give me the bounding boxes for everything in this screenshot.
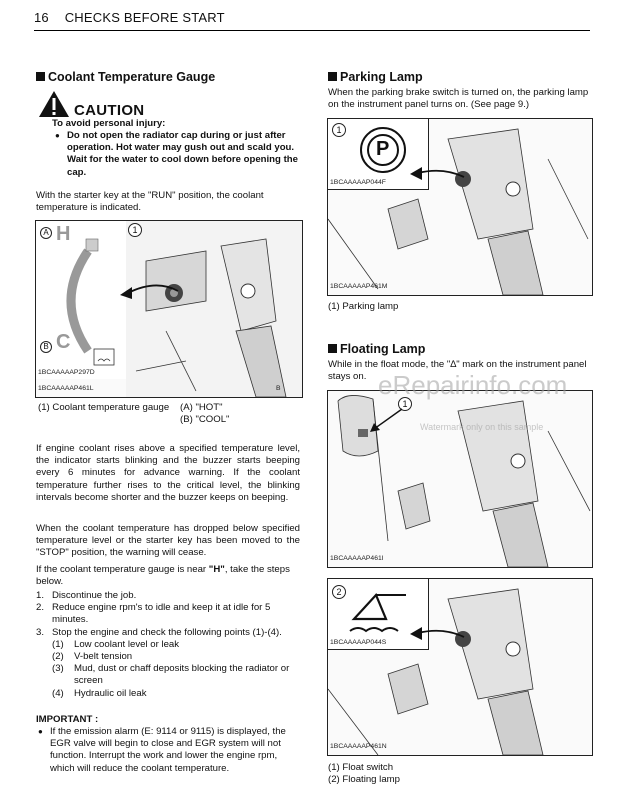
- important-bullet: ● If the emission alarm (E: 9114 or 9115) is displayed, the EGR valve will begin to close and EGR system will not function. Interrupt the work and lower the engine rpm, which will reduce the coolant temperature.: [38, 726, 302, 775]
- pointer-arrow-icon: [408, 619, 468, 649]
- cool-letter: C: [56, 331, 71, 353]
- caption-float-switch: (1) Float switch: [328, 762, 394, 773]
- caption-hot: (A) "HOT": [180, 402, 223, 413]
- parking-paragraph: When the parking brake switch is turned on, the parking lamp on the instrument panel turns on. (See page 9.): [328, 87, 589, 111]
- label-a-marker: A: [40, 227, 52, 239]
- steps-list: [36, 590, 302, 700]
- callout-2-marker: 2: [332, 585, 346, 599]
- callout-1-marker: 1: [128, 223, 142, 237]
- warning-triangle-icon: [38, 90, 70, 118]
- caution-bullet: ● Do not open the radiator cap during or just after operation. Hot water may gush out and scald you. Wait for the water to cool down before opening the cap.: [55, 130, 302, 179]
- coolant-intro-paragraph: With the starter key at the "RUN" position, the coolant temperature is indicated.: [36, 190, 264, 214]
- section-title-parking: Parking Lamp: [328, 70, 423, 84]
- main-code: 1BCAAAAAP461M: [330, 283, 388, 290]
- important-list: [38, 726, 302, 775]
- page-number: 16: [34, 10, 49, 25]
- caption-floating-lamp: (2) Floating lamp: [328, 774, 400, 785]
- floating-lamp-figure: [327, 578, 593, 756]
- callout-1-marker: 1: [332, 123, 346, 137]
- watermark-text: eRepairinfo.com: [378, 370, 568, 400]
- caution-intro: To avoid personal injury:: [52, 118, 166, 129]
- caution-word: CAUTION: [74, 102, 145, 119]
- page-header: [34, 10, 237, 25]
- section-title-coolant: Coolant Temperature Gauge: [36, 70, 215, 84]
- inset-code: 1BCAAAAAP297D: [38, 369, 95, 376]
- header-rule: [34, 30, 590, 31]
- hot-letter: H: [56, 223, 71, 245]
- callout-1-marker: 1: [398, 397, 412, 411]
- joystick-illustration-icon: [328, 119, 592, 295]
- pointer-arrow-icon: [408, 159, 468, 189]
- pointer-arrow-icon: [366, 405, 406, 435]
- list-item: 2. Reduce engine rpm's to idle and keep it at idle for 5 minutes.: [36, 602, 271, 626]
- list-item: (1) Low coolant level or leak: [52, 638, 180, 650]
- section-square-icon: [328, 72, 337, 81]
- list-item: (4) Hydraulic oil leak: [52, 687, 147, 699]
- inset-code: 1BCAAAAAP044S: [330, 639, 387, 646]
- cease-paragraph: When the coolant temperature has dropped below specified temperature level or the starter key has been moved to the "STOP" position, the warning will cease.: [36, 523, 300, 559]
- main-code: 1BCAAAAAP461N: [330, 743, 387, 750]
- main-code: 1BCAAAAAP461L: [38, 385, 94, 392]
- main-code: 1BCAAAAAP461I: [330, 555, 384, 562]
- corner-mark: B: [276, 385, 281, 392]
- list-item: 3. Stop the engine and check the following points (1)-(4).: [36, 626, 282, 638]
- list-item: (3) Mud, dust or chaff deposits blocking the radiator or screen: [52, 663, 290, 687]
- caption-parking-lamp: (1) Parking lamp: [328, 301, 399, 312]
- caption-cool: (B) "COOL": [180, 414, 230, 425]
- inset-code: 1BCAAAAAP044F: [330, 179, 386, 186]
- section-title-floating: Floating Lamp: [328, 342, 425, 356]
- parking-lamp-figure: [327, 118, 593, 296]
- list-item: (2) V-belt tension: [52, 651, 133, 663]
- caption-coolant-gauge: (1) Coolant temperature gauge: [38, 402, 170, 413]
- parking-lamp-letter: P: [376, 138, 390, 160]
- joystick-illustration-icon: [328, 579, 592, 755]
- caution-list: [55, 130, 302, 179]
- important-label: IMPORTANT :: [36, 714, 99, 725]
- coolant-gauge-inset: [36, 221, 127, 379]
- gauge-arc-icon: [36, 221, 126, 379]
- float-switch-figure: [327, 390, 593, 568]
- list-item: 1. Discontinue the job.: [36, 590, 137, 601]
- page-header-title: CHECKS BEFORE START: [64, 10, 225, 25]
- section-square-icon: [36, 72, 45, 81]
- label-b-marker: B: [40, 341, 52, 353]
- watermark-subtext: Watermark only on this sample: [420, 422, 544, 432]
- near-h-paragraph: If the coolant temperature gauge is near "H", take the steps below.: [36, 564, 290, 588]
- section-square-icon: [328, 344, 337, 353]
- floating-paragraph: While in the float mode, the "∆" mark on the instrument panel stays on.: [328, 359, 587, 383]
- pointer-arrow-icon: [116, 271, 186, 311]
- coolant-gauge-figure: [35, 220, 303, 398]
- warning-paragraph: If engine coolant rises above a specified temperature level, the indicator starts blinking and the buzzer starts beeping every 6 minutes for advance warning. If the coolant temperature further rises to the critical level, the blinking intervals become shorter and the buzzer keeps on beeping.: [36, 443, 300, 503]
